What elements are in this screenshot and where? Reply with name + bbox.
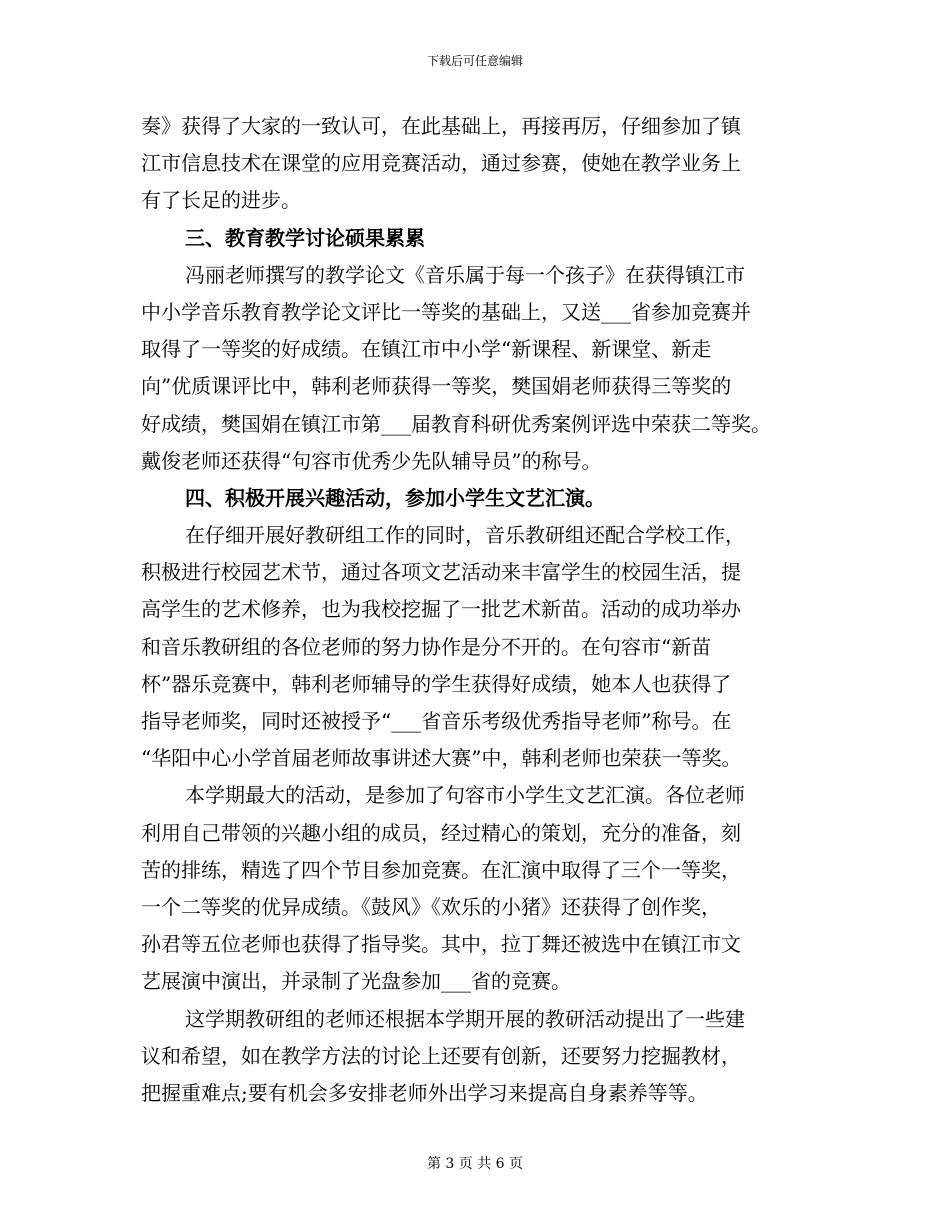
section-heading: 三、教育教学讨论硕果累累 xyxy=(185,225,425,250)
text-line: 苦的排练，精选了四个节目参加竞赛。在汇演中取得了三个一等奖， xyxy=(141,857,741,882)
text-line: 指导老师奖，同时还被授予“___省音乐考级优秀指导老师”称号。在 xyxy=(141,709,732,733)
text-line: 取得了一等奖的好成绩。在镇江市中小学“新课程、新课堂、新走 xyxy=(141,337,712,362)
text-line: 好成绩，樊国娟在镇江市第___届教育科研优秀案例评选中荣获二等奖。 xyxy=(141,411,771,436)
page-footer: 第 3 页 共 6 页 xyxy=(426,1156,524,1172)
text-line: 这学期教研组的老师还根据本学期开展的教研活动提出了一些建 xyxy=(185,1006,745,1031)
text-line: 在仔细开展好教研组工作的同时，音乐教研组还配合学校工作， xyxy=(185,523,745,548)
text-line: 向”优质课评比中，韩利老师获得一等奖，樊国娟老师获得三等奖的 xyxy=(141,374,732,399)
text-line: 孙君等五位老师也获得了指导奖。其中，拉丁舞还被选中在镇江市文 xyxy=(141,932,741,957)
document-body xyxy=(141,108,831,1112)
text-line: 积极进行校园艺术节，通过各项文艺活动来丰富学生的校园生活，提 xyxy=(141,560,741,585)
text-line: 高学生的艺术修养，也为我校挖掘了一批艺术新苗。活动的成功举办 xyxy=(141,597,741,622)
text-line: 戴俊老师还获得“句容市优秀少先队辅导员”的称号。 xyxy=(141,448,602,473)
text-line: 冯丽老师撰写的教学论文《音乐属于每一个孩子》在获得镇江市 xyxy=(185,262,745,287)
text-line: 把握重难点;要有机会多安排老师外出学习来提高自身素养等等。 xyxy=(141,1080,708,1105)
text-line: 中小学音乐教育教学论文评比一等奖的基础上，又送___省参加竞赛并 xyxy=(141,299,751,324)
text-line: 杯”器乐竞赛中，韩利老师辅导的学生获得好成绩，她本人也获得了 xyxy=(141,671,732,696)
text-line: 本学期最大的活动，是参加了句容市小学生文艺汇演。各位老师 xyxy=(185,783,745,808)
text-line: 一个二等奖的优异成绩。《鼓风》《欢乐的小猪》还获得了创作奖， xyxy=(141,894,721,919)
text-line: 有了长足的进步。 xyxy=(141,188,301,213)
text-line: 和音乐教研组的各位老师的努力协作是分不开的。在句容市“新苗 xyxy=(141,634,712,659)
page-header: 下载后可任意编辑 xyxy=(426,54,523,68)
text-line: 利用自己带领的兴趣小组的成员，经过精心的策划，充分的准备，刻 xyxy=(141,820,741,845)
text-line: 奏》获得了大家的一致认可，在此基础上，再接再厉，仔细参加了镇 xyxy=(141,114,741,138)
text-line: 江市信息技术在课堂的应用竞赛活动，通过参赛，使她在教学业务上 xyxy=(141,151,741,176)
text-line: “华阳中心小学首届老师故事讲述大赛”中，韩利老师也荣获一等奖。 xyxy=(141,746,742,771)
text-line: 议和希望，如在教学方法的讨论上还要有创新，还要努力挖掘教材， xyxy=(141,1043,741,1068)
text-line: 艺展演中演出，并录制了光盘参加___省的竞赛。 xyxy=(141,969,571,994)
section-heading: 四、积极开展兴趣活动，参加小学生文艺汇演。 xyxy=(185,485,605,510)
